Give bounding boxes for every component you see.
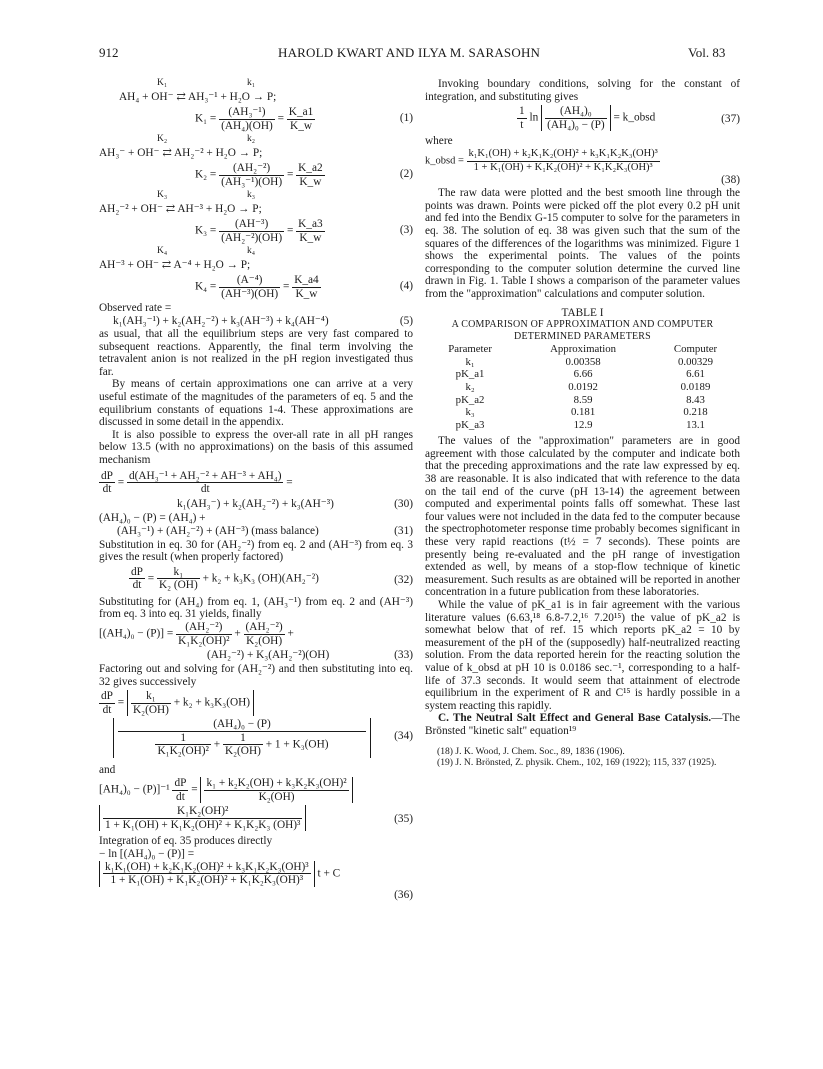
equation-number: (5) bbox=[399, 315, 413, 327]
paragraph: The values of the "approximation" parameters are in good agreement with those calculated by the computer and indicate both that the preceding approximations and the rate law expressed by eq. 38 are reasonable. It is also indicated that with reference to the data on the tail end of the curve (pH 13-14) the agreement between computed and experimental points falls off somewhat. These last four values were not included in the data fed to the computer because the spectrophotometer response time probably becomes significant in these very rapid reactions (t½ = 7 seconds). These points are presently being re-evaluated and the pH range of investigation extended as well, by means of a stop-flow technique of kinetic measurement. Such results as are obtained will be reported in another concentration in a future publication from these laboratories. bbox=[425, 435, 740, 599]
equation-36-line1: − ln [(AH₄)₀ − (P)] = bbox=[99, 847, 195, 860]
equation-number: (31) bbox=[394, 524, 413, 537]
table-header-row bbox=[425, 343, 740, 356]
equation-number: (36) bbox=[394, 888, 413, 901]
equation-number: (3) bbox=[399, 224, 413, 236]
equation-31-line1: (AH₄)₀ − (P) = (AH₄) + bbox=[99, 511, 206, 524]
equation-number: (4) bbox=[399, 280, 413, 292]
paragraph: as usual, that all the equilibrium steps are very fast compared to subsequent reactions. Apparently, the final term involving the tetravalent anion is not realized in the pH region investigated thus far. bbox=[99, 328, 413, 378]
paragraph: Substituting for (AH₄) from eq. 1, (AH₃⁻¹) from eq. 2 and (AH⁻³) from eq. 3 into eq. 31 yields, finally bbox=[99, 595, 413, 621]
table-header-cell: Approximation bbox=[550, 343, 617, 356]
paragraph: While the value of pK_a1 is in fair agreement with the various literature values (6.63,¹⁸ 6.8-7.2,¹⁶ 7.20¹⁵) the value of pK_a2 is somewhat below that of ref. 15 which reports pK_a2 = 10 by measurement of the pH of the (supposedly) half-neutralized reacting solution. From the data reported herein for the reacting solution the value of k_obsd at pH 10 is 0.0186 sec.⁻¹, corresponding to a half-life of 37.3 seconds. It would seem that attainment of electrode equilibrium in the experiment of R and C¹⁵ is hardly possible in a system reacting this rapidly. bbox=[425, 599, 740, 712]
equation-2: K₂ = $\frac{\text{(AH₂⁻²)}}{\text{(AH₃⁻¹)(OH)}}$ = $\frac{K\_a2}{K\_w}$ (2) bbox=[195, 162, 413, 188]
table-row: k₃ 0.181 0.218 bbox=[465, 406, 708, 419]
equation-33-line1: [(AH₄)₀ − (P)] = $\frac{\text{(AH₂⁻²)}}{\text{K₁K₂(OH)²}}$ + $\frac{\text{(AH₂⁻²)}}{\text{K₂(OH)}}$ + bbox=[99, 620, 294, 647]
equation-35-line1: [AH₄)₀ − (P)]⁻¹ $\frac{dP}{dt}$ = $\frac{\text{k₁ + k₂K₂(OH) + k₃K₂K₃(OH)²}}{\text{K₂(OH)}}$ bbox=[99, 777, 413, 805]
right-column bbox=[425, 78, 740, 1053]
section-paragraph bbox=[425, 712, 740, 737]
paragraph: Integration of eq. 35 produces directly bbox=[99, 835, 273, 848]
table-row: pK_a2 8.59 8.43 bbox=[455, 393, 705, 406]
equation-number: (1) bbox=[399, 112, 413, 124]
equation-33: (AH₂⁻²) + K₃(AH₂⁻²)(OH) (33) bbox=[207, 648, 413, 661]
section-heading: C. The Neutral Salt Effect and General Base Catalysis. bbox=[438, 712, 712, 725]
equation-30: k₁(AH₃⁻) + k₂(AH₂⁻²) + k₃(AH⁻³) (30) bbox=[177, 497, 413, 510]
equation-32: $\frac{dP}{dt}$ = $\frac{\text{k₁}}{\text{K₂ (OH)}}$ + k₂ + k₃K₃ (OH)(AH₂⁻²) (32) bbox=[131, 565, 413, 592]
volume-number: Vol. 83 bbox=[688, 45, 726, 60]
equation-38: k_obsd = $\frac{\text{k₁K₁(OH) + k₂K₁K₂(OH)² + k₃K₁K₂K₃(OH)³}}{\text{1 + K₁(OH) + K₁K₂(OH)² + K₁K₂K₃(OH)³}}$ bbox=[425, 148, 658, 173]
reaction-2: K₂ k₂ AH₃⁻ + OH⁻ ⇄ AH₂⁻² + H₂O → P; bbox=[99, 134, 263, 159]
reaction-1 bbox=[99, 78, 413, 106]
equation-1: K₁ = $\frac{\text{(AH₃⁻¹)}}{\text{(AH₄)(OH)}}$ = $\frac{K\_a1}{K\_w}$ (1) bbox=[195, 106, 413, 132]
and-label: and bbox=[99, 764, 116, 777]
equation-30-part1: $\frac{dP}{dt}$ = $\frac{\text{d(AH₃⁻¹ + AH₂⁻² + AH⁻³ + AH₄)}}{dt}$ = bbox=[101, 469, 293, 496]
equation-number: (2) bbox=[399, 168, 413, 180]
where-label: where bbox=[425, 135, 453, 148]
paragraph: Invoking boundary conditions, solving for the constant of integration, and substituting gives bbox=[425, 78, 740, 103]
section-text: —The Brönsted "kinetic salt" equation¹⁹ bbox=[425, 712, 740, 737]
equation-number: (32) bbox=[394, 573, 413, 586]
observed-rate-label: Observed rate = bbox=[99, 302, 172, 314]
table-header-cell: Parameter bbox=[448, 343, 492, 356]
equation-number: (37) bbox=[721, 113, 740, 126]
equation-36: $\frac{\text{k₁K₁(OH) + k₂K₁K₂(OH)² + k₃K₁K₂K₃(OH)³}}{\text{1 + K₁(OH) + K₁K₂(OH)² + K₁K₂K₃(OH)³}}$ t + C bbox=[99, 861, 413, 889]
constant-label: K₁ bbox=[157, 78, 168, 88]
equation-number: (35) bbox=[394, 813, 413, 826]
table-label: TABLE I bbox=[561, 306, 604, 319]
reaction-equation: AH₄ + OH⁻ ⇄ AH₃⁻¹ + H₂O → P; bbox=[119, 91, 277, 103]
table-row: pK_a1 6.66 6.61 bbox=[455, 368, 705, 381]
equation-number: (33) bbox=[394, 648, 413, 661]
paragraph: Factoring out and solving for (AH₂⁻²) and then substituting into eq. 32 gives successively bbox=[99, 662, 413, 688]
table-row: k₁ 0.00358 0.00329 bbox=[465, 355, 714, 368]
table-row: k₂ 0.0192 0.0189 bbox=[465, 380, 711, 393]
equation-38-number-line bbox=[425, 174, 740, 187]
equation-number: (30) bbox=[394, 497, 413, 510]
equation-5: k₁(AH₃⁻¹) + k₂(AH₂⁻²) + k₃(AH⁻³) + k₄(AH⁻⁴) (5) bbox=[113, 315, 413, 327]
page-number: 912 bbox=[99, 45, 119, 60]
table-caption: A COMPARISON OF APPROXIMATION AND COMPUTER DETERMINED PARAMETERS bbox=[451, 319, 714, 343]
paragraph: The raw data were plotted and the best smooth line through the points was drawn. Points were picked off the plot every 0.2 pH unit and fed into the Bendix G-15 computer to solve for the parameters in eq. 38. The solution of eq. 38 was given such that the sum of the squares of the differences of the logarithms was minimized. Figure 1 shows the experimental points. The values of the points corresponding to the computer solution determine the curved line drawn in Fig. 1. Table I shows a comparison of the parameter values from the "approximation" calculations and computer solution. bbox=[425, 187, 740, 300]
table-header-cell: Computer bbox=[673, 343, 718, 356]
left-column bbox=[99, 78, 413, 1053]
equation-4: K₄ = $\frac{\text{(A⁻⁴)}}{\text{(AH⁻³)(OH)}}$ = $\frac{K\_a4}{K\_w}$ (4) bbox=[195, 274, 413, 300]
equation-37: $\frac{1}{t}$ ln $\frac{\text{(AH₄)₀}}{\text{(AH₄)₀ − (P)}}$ = k_obsd (37) bbox=[519, 105, 740, 131]
comparison-table bbox=[425, 343, 740, 431]
equation-35: $\frac{\text{K₁K₂(OH)²}}{\text{1 + K₁(OH) + K₁K₂(OH)² + K₁K₂K₃ (OH)³}}$ (35) bbox=[99, 805, 413, 835]
reaction-3: K₃ k₃ AH₂⁻² + OH⁻ ⇄ AH⁻³ + H₂O → P; bbox=[99, 190, 262, 215]
running-header bbox=[0, 45, 823, 63]
paragraph: Substitution in eq. 30 for (AH₂⁻²) from eq. 2 and (AH⁻³) from eq. 3 gives the result (when properly factored) bbox=[99, 538, 413, 564]
table-row: pK_a3 12.9 13.1 bbox=[455, 418, 705, 431]
paragraph: It is also possible to express the over-all rate in all pH ranges below 13.5 (with no approximations) on the basis of this assumed mechanism bbox=[99, 428, 413, 466]
footnote: (18) J. K. Wood, J. Chem. Soc., 89, 1836 (1906). bbox=[437, 745, 625, 757]
eq-lhs: K₁ = bbox=[195, 112, 217, 125]
footnotes bbox=[425, 746, 740, 768]
equation-34-line1: $\frac{dP}{dt}$ = $\frac{\text{k₁}}{\text{K₂(OH)}}$ + k₂ + k₃K₃(OH) bbox=[99, 690, 413, 718]
equation-3: K₃ = $\frac{\text{(AH⁻³)}}{\text{(AH₂⁻²)(OH)}}$ = $\frac{K\_a3}{K\_w}$ (3) bbox=[195, 218, 413, 244]
rate-label: k₁ bbox=[247, 78, 256, 88]
paragraph: By means of certain approximations one can arrive at a very useful estimate of the magnitudes of the parameters of eq. 5 and the equilibrium constants of equations 1-4. These approximations are discussed in some detail in the appendix. bbox=[99, 378, 413, 429]
equation-36-number-line bbox=[99, 889, 413, 902]
equation-number: (38) bbox=[721, 174, 740, 187]
equation-number: (34) bbox=[394, 730, 413, 743]
fraction: $\frac{\text{(AH₃⁻¹)}}{\text{(AH₄)(OH)}}$ bbox=[221, 106, 273, 132]
running-title: HAROLD KWART AND ILYA M. SARASOHN bbox=[278, 45, 541, 60]
reaction-4: K₄ k₄ AH⁻³ + OH⁻ ⇄ A⁻⁴ + H₂O → P; bbox=[99, 246, 256, 271]
equation-31: (AH₃⁻¹) + (AH₂⁻²) + (AH⁻³) (mass balance) (31) bbox=[117, 524, 413, 537]
equation-34: (AH₄)₀ − (P) $\frac{1}{\text{K₁K₂(OH)²}}$ + $\frac{1}{\text{K₂(OH)}}$ + 1 + K₃(OH) (34) bbox=[99, 718, 413, 764]
footnote: (19) J. N. Brönsted, Z. physik. Chem., 102, 169 (1922); 115, 337 (1925). bbox=[437, 756, 717, 768]
